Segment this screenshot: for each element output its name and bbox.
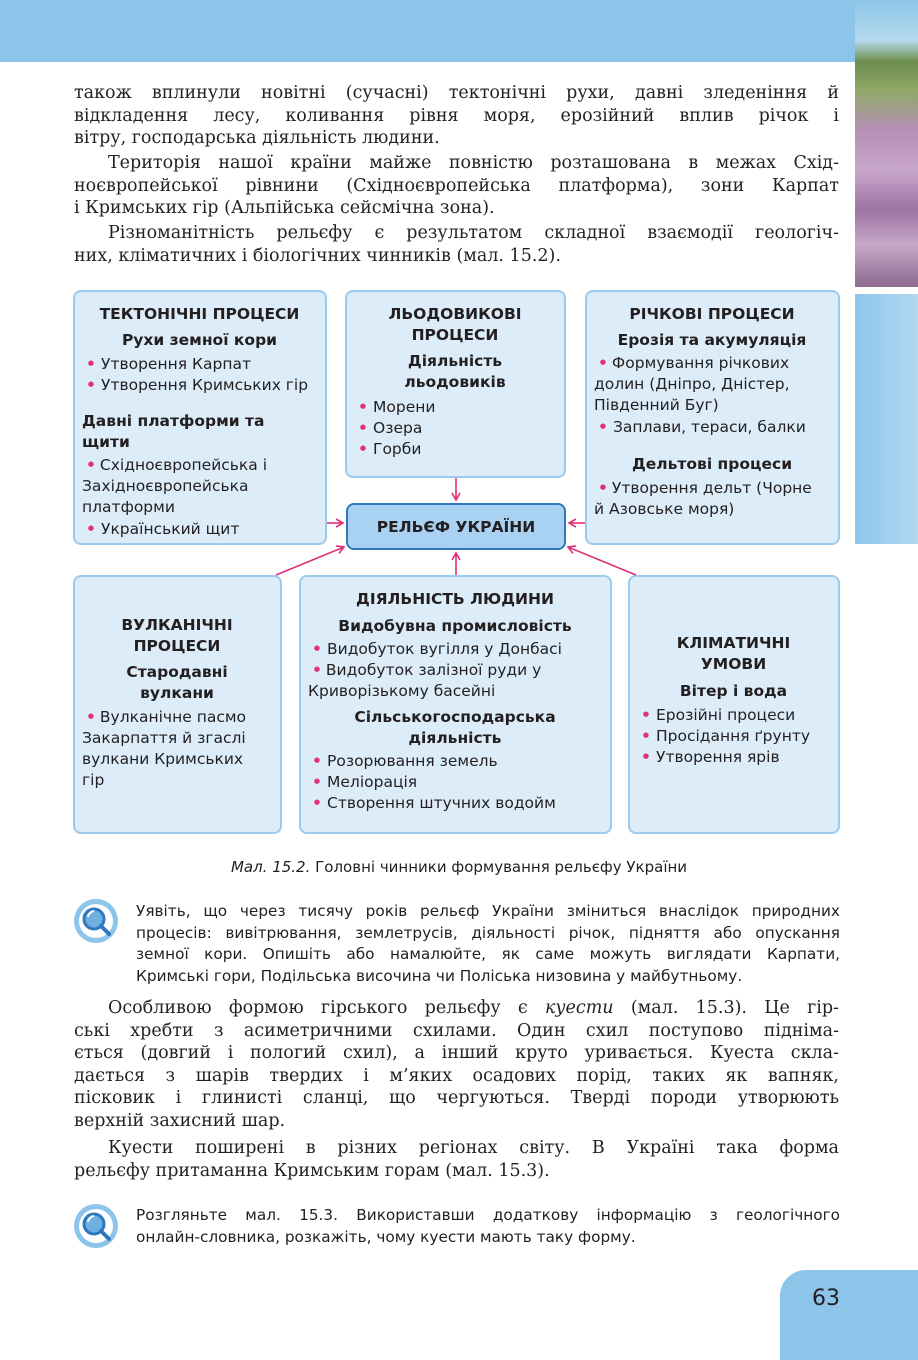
- list-item: • Заплави, тераси, балки: [594, 417, 830, 438]
- box-river-processes: [585, 290, 840, 545]
- magnifier-icon: [73, 1203, 119, 1249]
- box-subtitle: Діяльність: [407, 352, 503, 370]
- text-line: верхній захисний шар.: [74, 1110, 286, 1131]
- box-subtitle: діяльність: [408, 729, 502, 747]
- list-item-text: Вулканічне пасмо: [99, 708, 247, 726]
- task-consider: [136, 1205, 840, 1248]
- box-subtitle: Давні платформи та щити: [82, 412, 265, 451]
- box-climatic-conditions: [628, 575, 840, 834]
- box-title: ДІЯЛЬНІСТЬ ЛЮДИНИ: [356, 590, 554, 608]
- paragraph-diversity: [74, 222, 839, 267]
- paragraph-territory: [74, 152, 839, 220]
- text-line: них, кліматичних і біологічних чинників (мал. 15.2).: [74, 245, 561, 266]
- page-number: 63: [812, 1286, 840, 1311]
- text-line: відкладення лесу, коливання рівня моря, ерозійний вплив річок і: [74, 105, 839, 126]
- list-item: • Просідання ґрунту: [637, 726, 830, 747]
- box-subtitle: Дельтові процеси: [631, 455, 793, 473]
- text-line: земної кори. Опишіть або намалюйте, як саме можуть виглядати Карпати,: [136, 945, 840, 964]
- box-human-activity: [299, 575, 612, 834]
- page-number-tab: [780, 1270, 918, 1360]
- text-line: ється (довгий і пологий схил), а інший круто уривається. Куеста скла-: [74, 1043, 839, 1064]
- box-title: КЛІМАТИЧНІ: [676, 634, 791, 652]
- text-line: вітру, господарська діяльність людини.: [74, 128, 440, 149]
- text-line: дається з шарів твердих і м’яких осадових порід, таких як вапняк,: [74, 1065, 839, 1086]
- text-line: Уявіть, що через тисячу років рельєф України зміниться внаслідок природних: [136, 902, 840, 920]
- top-header-band: [0, 0, 855, 62]
- list-item-text: Криворізькому басейні: [308, 682, 496, 700]
- list-item: • Східноєвропейська і Західноєвропейська платформи: [82, 456, 268, 516]
- box-subtitle: Видобувна промисловість: [338, 617, 572, 635]
- list-item: • Український щит: [82, 519, 317, 540]
- paragraph-cuestas-spread: [74, 1137, 839, 1182]
- figure-caption: [0, 858, 918, 876]
- task-imagine: [136, 901, 840, 987]
- list-item: • Вулканічне пасмо Закарпаття й згаслі вулкани Кримських гір: [82, 708, 247, 789]
- text-line: онлайн-словника, розкажіть, чому куести мають таку форму.: [136, 1227, 636, 1246]
- box-tectonic-processes: [73, 290, 327, 545]
- list-item-text: долин (Дніпро, Дністер,: [594, 375, 790, 393]
- box-subtitle: Вітер і вода: [679, 682, 788, 700]
- list-item: • Горби: [354, 439, 556, 460]
- list-item: • Утворення Карпат: [82, 354, 317, 375]
- text-line: Різноманітність рельєфу є результатом складної взаємодії геологіч-: [108, 223, 839, 243]
- text-line: Територія нашої країни майже повністю розташована в межах Схід-: [108, 153, 839, 173]
- side-photo-strip: [855, 0, 918, 287]
- list-item-text: Утворення дельт (Чорне: [611, 479, 812, 497]
- box-subtitle: Сільськогосподарська: [354, 708, 556, 726]
- term-cuestas: куести: [544, 998, 614, 1018]
- list-item-text: Південний Буг): [594, 396, 719, 414]
- paragraph-intro: [74, 82, 839, 150]
- box-subtitle: Стародавні: [126, 663, 228, 681]
- box-title: УМОВИ: [700, 655, 767, 673]
- side-blue-band: [855, 294, 918, 544]
- magnifier-icon: [73, 898, 119, 944]
- arrow-from-climate: [568, 547, 636, 575]
- text-line: Куести поширені в різних регіонах світу. В Україні така форма: [108, 1138, 839, 1158]
- text-fragment: (мал. 15.3). Це гір-: [613, 998, 839, 1018]
- list-item: • Ерозійні процеси: [637, 705, 830, 726]
- box-subtitle: льодовиків: [404, 373, 506, 391]
- box-subtitle: Рухи земної кори: [121, 331, 278, 349]
- list-item-text: Формування річкових: [611, 354, 790, 372]
- list-item: • Видобуток залізної руди у Криворізькому басейні: [308, 661, 542, 700]
- list-item-text: платформи: [82, 498, 175, 516]
- caption-text: Головні чинники формування рельєфу України: [310, 858, 688, 876]
- text-line: процесів: вивітрювання, землетрусів, діяльності річок, підняття або опускання: [136, 923, 840, 942]
- box-glacial-processes: [345, 290, 566, 478]
- list-item: • Видобуток вугілля у Донбасі: [308, 639, 602, 660]
- text-line: і Кримських гір (Альпійська сейсмічна зона).: [74, 198, 495, 219]
- list-item: • Створення штучних водойм: [308, 793, 602, 814]
- text-line: ноєвропейської рівнини (Східноєвропейська платформа), зони Карпат: [74, 175, 839, 196]
- box-subtitle: вулкани: [140, 684, 214, 702]
- box-title: РІЧКОВІ ПРОЦЕСИ: [629, 305, 795, 323]
- arrow-from-volcanic: [276, 547, 344, 575]
- list-item: • Формування річкових долин (Дніпро, Дністер, Південний Буг): [594, 354, 790, 414]
- list-item-text: Закарпаття й згаслі: [82, 729, 246, 747]
- text-line: [74, 997, 839, 1020]
- box-title: ВУЛКАНІЧНІ: [121, 616, 233, 634]
- list-item: • Утворення дельт (Чорне й Азовське моря): [594, 479, 812, 518]
- list-item-text: Західноєвропейська: [82, 477, 249, 495]
- list-item-text: вулкани Кримських: [82, 750, 244, 768]
- list-item-text: гір: [82, 771, 105, 789]
- box-title: ПРОЦЕСИ: [133, 637, 221, 655]
- text-fragment: Особливою формою гірського рельєфу є: [108, 998, 545, 1018]
- list-item: • Утворення Кримських гір: [82, 375, 317, 396]
- text-line: ські хребти з асиметричними схилами. Один схил поступово підніма-: [74, 1020, 839, 1041]
- center-box-relief-of-ukraine: РЕЛЬЄФ УКРАЇНИ: [346, 503, 566, 550]
- text-line: рельєфу притаманна Кримським горам (мал. 15.3).: [74, 1160, 550, 1181]
- list-item-text: Видобуток залізної руди у: [325, 661, 542, 679]
- list-item: • Утворення ярів: [637, 747, 830, 768]
- list-item: • Розорювання земель: [308, 751, 602, 772]
- box-subtitle: Ерозія та акумуляція: [617, 331, 807, 349]
- box-title: ЛЬОДОВИКОВІ: [388, 305, 522, 323]
- list-item: • Меліорація: [308, 772, 602, 793]
- text-line: Кримські гори, Подільська височина чи Поліська низовина у майбутньому.: [136, 966, 743, 985]
- text-line: також вплинули новітні (сучасні) тектонічні рухи, давні зледеніння й: [74, 83, 839, 103]
- paragraph-cuestas: [74, 997, 839, 1133]
- box-volcanic-processes: [73, 575, 282, 834]
- text-line: пісковик і глинисті сланці, що чергуються. Тверді породи утворюють: [74, 1088, 839, 1109]
- box-title: ТЕКТОНІЧНІ ПРОЦЕСИ: [99, 305, 300, 323]
- list-item: • Озера: [354, 418, 556, 439]
- text-line: Розгляньте мал. 15.3. Використавши додаткову інформацію з геологічного: [136, 1206, 840, 1224]
- caption-label: Мал. 15.2.: [230, 858, 311, 876]
- box-title: ПРОЦЕСИ: [411, 326, 499, 344]
- list-item-text: й Азовське моря): [594, 500, 735, 518]
- list-item-text: Східноєвропейська і: [99, 456, 268, 474]
- list-item: • Морени: [354, 397, 556, 418]
